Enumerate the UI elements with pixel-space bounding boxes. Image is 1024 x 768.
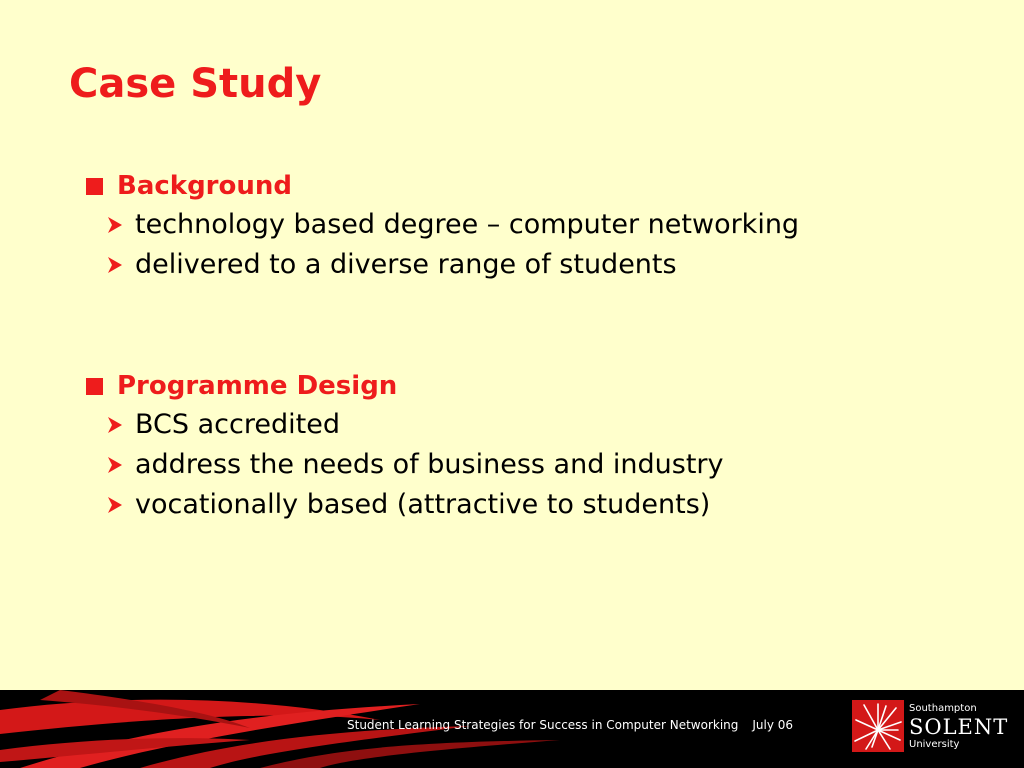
logo-line-southampton: Southampton [909,703,977,714]
section-heading-row [86,367,724,405]
bullet-text: BCS accredited [135,409,340,440]
footer-caption [347,718,793,732]
logo-line-university: University [909,739,960,750]
logo-wordmark [909,703,1008,751]
arrow-bullet-icon [108,497,122,513]
bullet-item [86,405,724,445]
red-square-icon [86,178,103,195]
section-background [86,167,799,285]
starburst-logo-icon [852,700,904,752]
logo-line-solent: SOLENT [909,715,1009,739]
arrow-bullet-icon [108,417,122,433]
section-programme-design [86,367,724,525]
slide-title: Case Study [69,61,322,107]
arrow-bullet-icon [108,217,122,233]
bullet-item [86,485,724,525]
arrow-bullet-icon [108,457,122,473]
university-logo [852,700,1024,760]
footer-title: Student Learning Strategies for Success in Computer Networking [347,718,739,732]
footer-date: July 06 [752,718,794,732]
bullet-text: delivered to a diverse range of students [135,249,677,280]
bullet-item [86,245,799,285]
arrow-bullet-icon [108,257,122,273]
section-heading-row [86,167,799,205]
bullet-item [86,205,799,245]
bullet-item [86,445,724,485]
bullet-text: technology based degree – computer networking [135,209,800,240]
bullet-text: vocationally based (attractive to students) [135,489,711,520]
section-heading: Background [117,171,292,201]
section-heading: Programme Design [117,371,398,401]
bullet-text: address the needs of business and industry [135,449,724,480]
red-square-icon [86,378,103,395]
footer-bar [0,690,1024,768]
